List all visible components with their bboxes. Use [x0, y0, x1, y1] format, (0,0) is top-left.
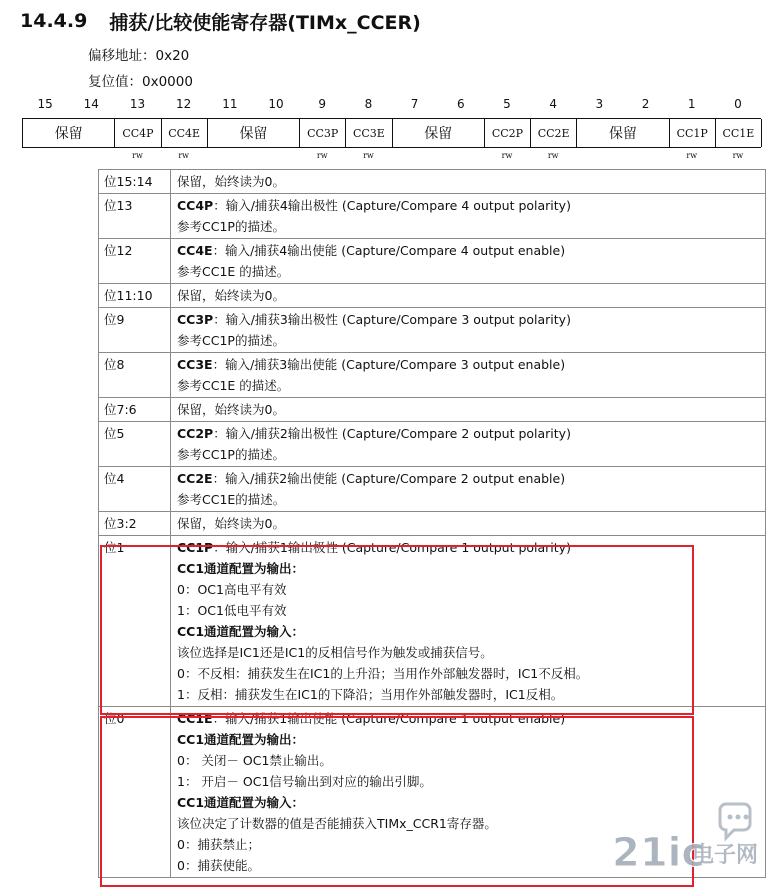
table-row	[99, 398, 766, 422]
description-text: 1： 开启－ OC1信号输出到对应的输出引脚。	[177, 774, 432, 789]
description-line	[177, 708, 765, 729]
field-name: CC4E	[177, 243, 213, 258]
table-row	[99, 284, 766, 308]
description-line	[177, 663, 765, 684]
description-line	[177, 399, 765, 420]
description-line	[177, 621, 765, 642]
bit-description-cell	[171, 239, 766, 284]
access-label-cc4p: rw	[132, 151, 143, 160]
reserved-field: 保留	[23, 119, 115, 147]
bit-position-cell: 位11:10	[99, 284, 171, 308]
bit-number: 2	[641, 97, 650, 111]
bit-number: 1	[687, 97, 696, 111]
bit-number-ruler	[22, 97, 761, 113]
bit-description-cell	[171, 422, 766, 467]
table-row	[99, 194, 766, 239]
description-line	[177, 261, 765, 282]
description-line	[177, 330, 765, 351]
access-label-cc3p: rw	[316, 151, 328, 160]
bit-position-cell: 位7:6	[99, 398, 171, 422]
bit-description-cell	[171, 284, 766, 308]
description-text: 参考CC1E 的描述。	[177, 378, 290, 393]
field-cc2e: CC2E	[531, 119, 577, 147]
description-text: 0：捕获使能。	[177, 858, 260, 873]
bit-number: 6	[456, 97, 465, 111]
description-text: CC1通道配置为输入：	[177, 795, 305, 810]
reserved-field: 保留	[393, 119, 485, 147]
description-text: 保留，始终读为0。	[177, 516, 285, 531]
table-row	[99, 467, 766, 512]
description-line	[177, 171, 765, 192]
description-line	[177, 285, 765, 306]
description-text: CC1通道配置为输出：	[177, 561, 305, 576]
section-heading: 捕获/比较使能寄存器(TIMx_CCER)	[109, 11, 421, 34]
bit-number: 8	[364, 97, 373, 111]
bit-number: 14	[83, 97, 99, 111]
description-line	[177, 642, 765, 663]
description-line	[177, 684, 765, 705]
field-cc2p: CC2P	[485, 119, 531, 147]
field-cc3e: CC3E	[346, 119, 392, 147]
bit-number: 10	[268, 97, 284, 111]
bit-description-cell	[171, 512, 766, 536]
bit-position-cell: 位13	[99, 194, 171, 239]
description-line	[177, 750, 765, 771]
field-cc3p: CC3P	[300, 119, 346, 147]
description-text: 0：捕获禁止；	[177, 837, 260, 852]
description-text: ：输入/捕获3输出使能 (Capture/Compare 3 output enable)	[212, 357, 566, 372]
bit-description-cell	[171, 398, 766, 422]
access-label-cc1e: rw	[732, 151, 744, 160]
description-line	[177, 579, 765, 600]
access-label-cc1p: rw	[686, 151, 698, 160]
bit-position-cell: 位1	[99, 536, 171, 707]
bit-position-cell: 位5	[99, 422, 171, 467]
section-title	[20, 6, 421, 36]
access-label-cc3e: rw	[363, 151, 374, 160]
description-text: 0： 关闭－ OC1禁止输出。	[177, 753, 332, 768]
description-text: 保留，始终读为0。	[177, 288, 285, 303]
bit-description-cell	[171, 707, 766, 878]
bit-position-cell: 位12	[99, 239, 171, 284]
bit-position-cell: 位0	[99, 707, 171, 878]
bit-number: 15	[37, 97, 53, 111]
field-name: CC2E	[177, 471, 213, 486]
description-line	[177, 855, 765, 876]
description-text: ：输入/捕获3输出极性 (Capture/Compare 3 output polarity)	[213, 312, 571, 327]
reset-value: 复位值：0x0000	[88, 74, 193, 90]
bit-number: 3	[595, 97, 604, 111]
bit-number: 0	[734, 97, 742, 111]
description-text: ：输入/捕获1输出极性 (Capture/Compare 1 output polarity)	[213, 540, 571, 555]
description-text: 1：反相：捕获发生在IC1的下降沿；当用作外部触发器时，IC1反相。	[177, 687, 564, 702]
description-text: 参考CC1P的描述。	[177, 447, 285, 462]
bit-position-cell: 位3:2	[99, 512, 171, 536]
description-line	[177, 513, 765, 534]
description-text: 参考CC1P的描述。	[177, 219, 285, 234]
field-cc1e: CC1E	[716, 119, 762, 147]
bit-number: 9	[318, 97, 327, 111]
bit-position-cell: 位4	[99, 467, 171, 512]
description-text: CC1通道配置为输出：	[177, 732, 305, 747]
watermark-brand: 21ic	[612, 830, 706, 876]
description-line	[177, 489, 765, 510]
description-text: 0：不反相：捕获发生在IC1的上升沿；当用作外部触发器时，IC1不反相。	[177, 666, 589, 681]
description-text: ：输入/捕获2输出极性 (Capture/Compare 2 output polarity)	[213, 426, 571, 441]
description-text: ：输入/捕获1输出使能 (Capture/Compare 1 output enable)	[212, 711, 566, 726]
description-line	[177, 558, 765, 579]
section-number: 14.4.9	[20, 10, 88, 32]
access-label-cc2p: rw	[501, 151, 513, 160]
bit-description-cell	[171, 308, 766, 353]
description-line	[177, 792, 765, 813]
table-row	[99, 308, 766, 353]
field-cc1p: CC1P	[670, 119, 716, 147]
description-line	[177, 375, 765, 396]
description-line	[177, 600, 765, 621]
description-line	[177, 309, 765, 330]
access-type-row	[22, 151, 761, 165]
table-row	[99, 353, 766, 398]
description-text: 参考CC1E的描述。	[177, 492, 286, 507]
watermark-text: 电子网	[692, 843, 759, 868]
bit-number: 12	[176, 97, 192, 111]
field-name: CC3P	[177, 312, 214, 327]
description-line	[177, 216, 765, 237]
bit-position-cell: 位9	[99, 308, 171, 353]
table-row	[99, 512, 766, 536]
description-line	[177, 537, 765, 558]
table-row	[99, 536, 766, 707]
bit-description-cell	[171, 467, 766, 512]
field-name: CC4P	[177, 198, 214, 213]
description-text: 0：OC1高电平有效	[177, 582, 287, 597]
description-text: 该位选择是IC1还是IC1的反相信号作为触发或捕获信号。	[177, 645, 493, 660]
description-line	[177, 468, 765, 489]
table-row	[99, 422, 766, 467]
description-text: 保留，始终读为0。	[177, 174, 285, 189]
bit-number: 13	[129, 97, 146, 111]
table-row	[99, 707, 766, 878]
reserved-field: 保留	[577, 119, 669, 147]
bit-description-cell	[171, 194, 766, 239]
field-name: CC1P	[177, 540, 214, 555]
description-text: 参考CC1E 的描述。	[177, 264, 290, 279]
description-text: ：输入/捕获4输出使能 (Capture/Compare 4 output enable)	[212, 243, 566, 258]
description-line	[177, 423, 765, 444]
access-label-cc2e: rw	[547, 151, 559, 160]
bit-number: 5	[503, 97, 511, 111]
description-text: ：输入/捕获2输出使能 (Capture/Compare 2 output enable)	[212, 471, 566, 486]
description-line	[177, 813, 765, 834]
bit-number: 7	[410, 97, 419, 111]
description-line	[177, 834, 765, 855]
description-text: 保留，始终读为0。	[177, 402, 285, 417]
offset-address: 偏移地址：0x20	[88, 48, 190, 64]
description-text: 参考CC1P的描述。	[177, 333, 285, 348]
reserved-field: 保留	[208, 119, 300, 147]
field-cc4p: CC4P	[115, 119, 161, 147]
bit-number: 4	[549, 97, 557, 111]
table-row	[99, 170, 766, 194]
description-line	[177, 729, 765, 750]
bit-description-cell	[171, 536, 766, 707]
register-diagram	[22, 118, 761, 148]
field-name: CC1E	[177, 711, 213, 726]
bit-position-cell: 位15:14	[99, 170, 171, 194]
field-name: CC3E	[177, 357, 213, 372]
description-line	[177, 240, 765, 261]
field-cc4e: CC4E	[162, 119, 208, 147]
access-label-cc4e: rw	[178, 151, 189, 160]
field-name: CC2P	[177, 426, 214, 441]
bit-description-cell	[171, 353, 766, 398]
description-text: CC1通道配置为输入：	[177, 624, 305, 639]
table-row	[99, 239, 766, 284]
description-line	[177, 354, 765, 375]
description-line	[177, 771, 765, 792]
description-line	[177, 444, 765, 465]
description-text: 该位决定了计数器的值是否能捕获入TIMx_CCR1寄存器。	[177, 816, 497, 831]
description-text: ：输入/捕获4输出极性 (Capture/Compare 4 output polarity)	[213, 198, 571, 213]
bit-number: 11	[222, 97, 238, 111]
bit-description-table	[98, 169, 766, 878]
bit-description-cell	[171, 170, 766, 194]
bit-position-cell: 位8	[99, 353, 171, 398]
description-line	[177, 195, 765, 216]
description-text: 1：OC1低电平有效	[177, 603, 287, 618]
